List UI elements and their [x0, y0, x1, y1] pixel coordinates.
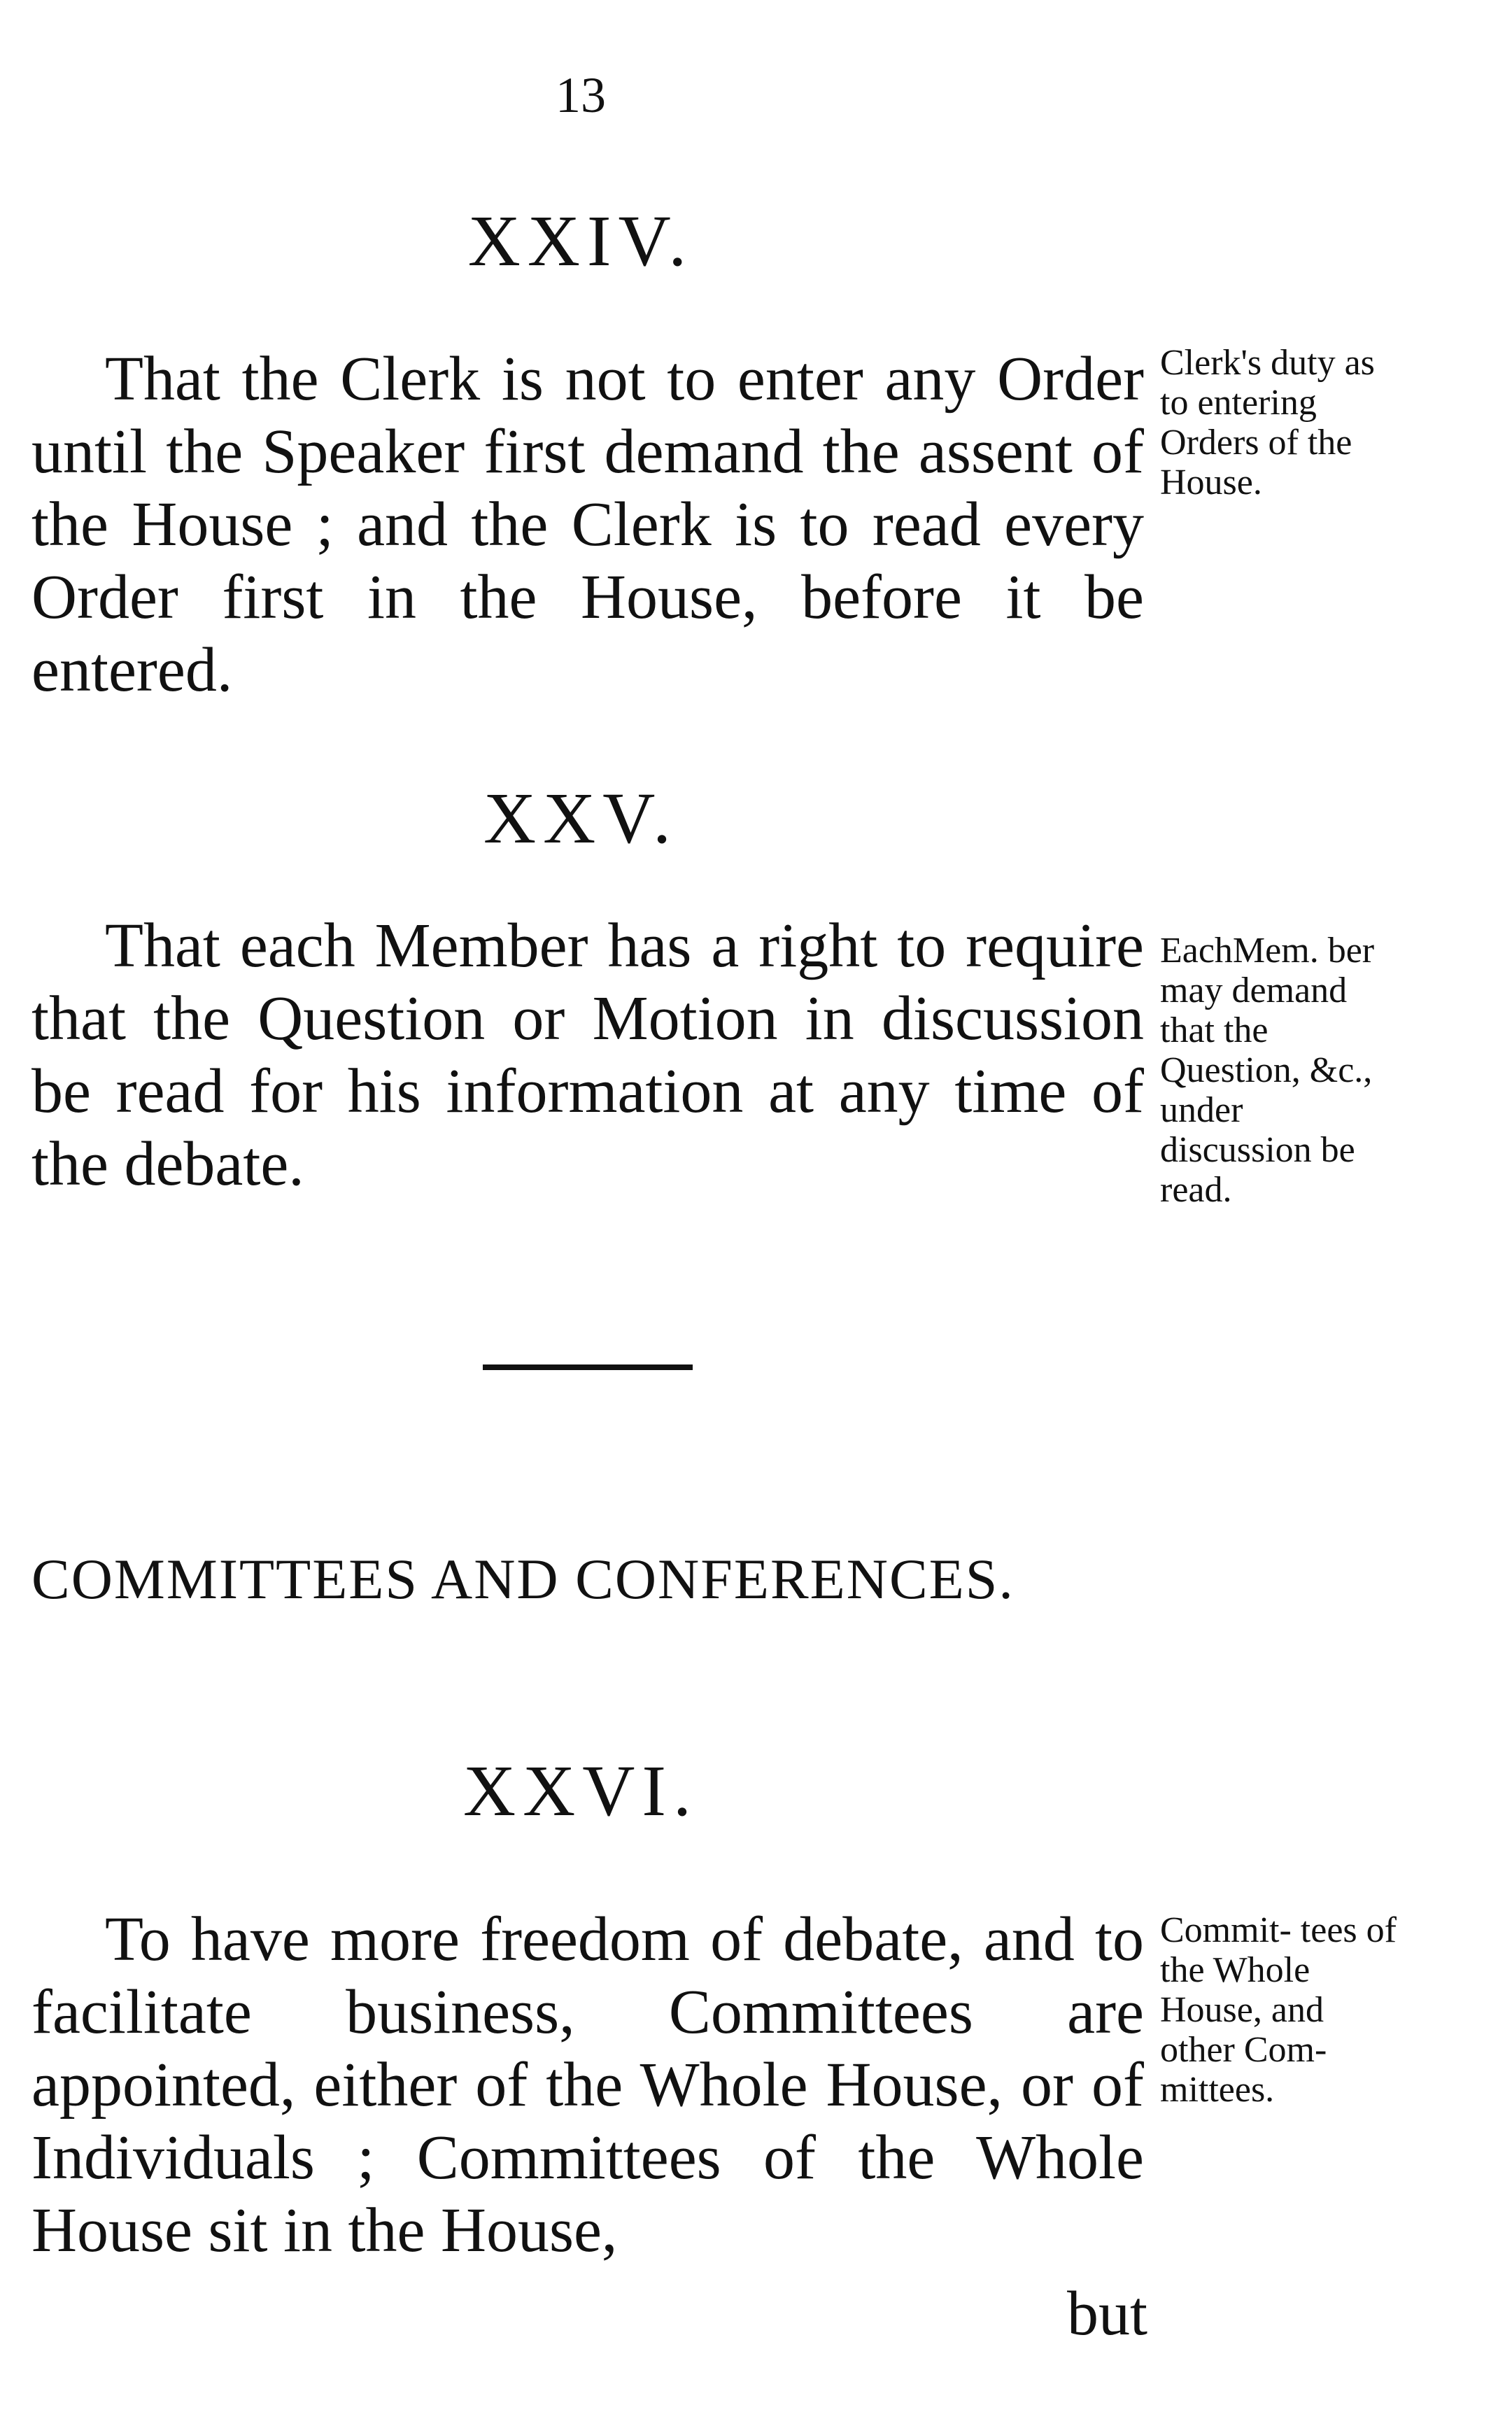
catchword: but [1066, 2279, 1147, 2348]
section-heading-xxiv: XXIV. [467, 201, 694, 281]
section-heading-xxvi: XXVI. [463, 1751, 698, 1831]
paragraph-xxv-text: That each Member has a right to require that the Question or Motion in discussion be read for his information at any time of the debate. [31, 911, 1144, 1199]
section-title: COMMITTEES AND CONFERENCES. [31, 1547, 1015, 1611]
marginal-note-xxvi: Commit- tees of the Whole House, and other Com- mittees. [1160, 1910, 1397, 2110]
paragraph-xxvi [31, 1903, 1144, 2267]
paragraph-xxiv [31, 343, 1144, 707]
paragraph-xxv [31, 910, 1144, 1201]
page-number: 13 [556, 67, 606, 123]
paragraph-xxiv-text: That the Clerk is not to enter any Order until the Speaker first demand the assent of the House ; and the Clerk is to read every Order first in the House, before it be entered. [31, 344, 1144, 705]
marginal-note-xxv: EachMem. ber may demand that the Question, &c., under discussion be read. [1160, 931, 1375, 1210]
paragraph-xxvi-text: To have more freedom of debate, and to facilitate business, Committees are appointed, either of the Whole House, or of Individuals ; Committees of the Whole House sit in the House, [31, 1905, 1144, 2265]
marginal-note-xxiv: Clerk's duty as to entering Orders of the House. [1160, 343, 1375, 502]
section-divider-rule [483, 1364, 693, 1370]
section-heading-xxv: XXV. [483, 778, 678, 859]
